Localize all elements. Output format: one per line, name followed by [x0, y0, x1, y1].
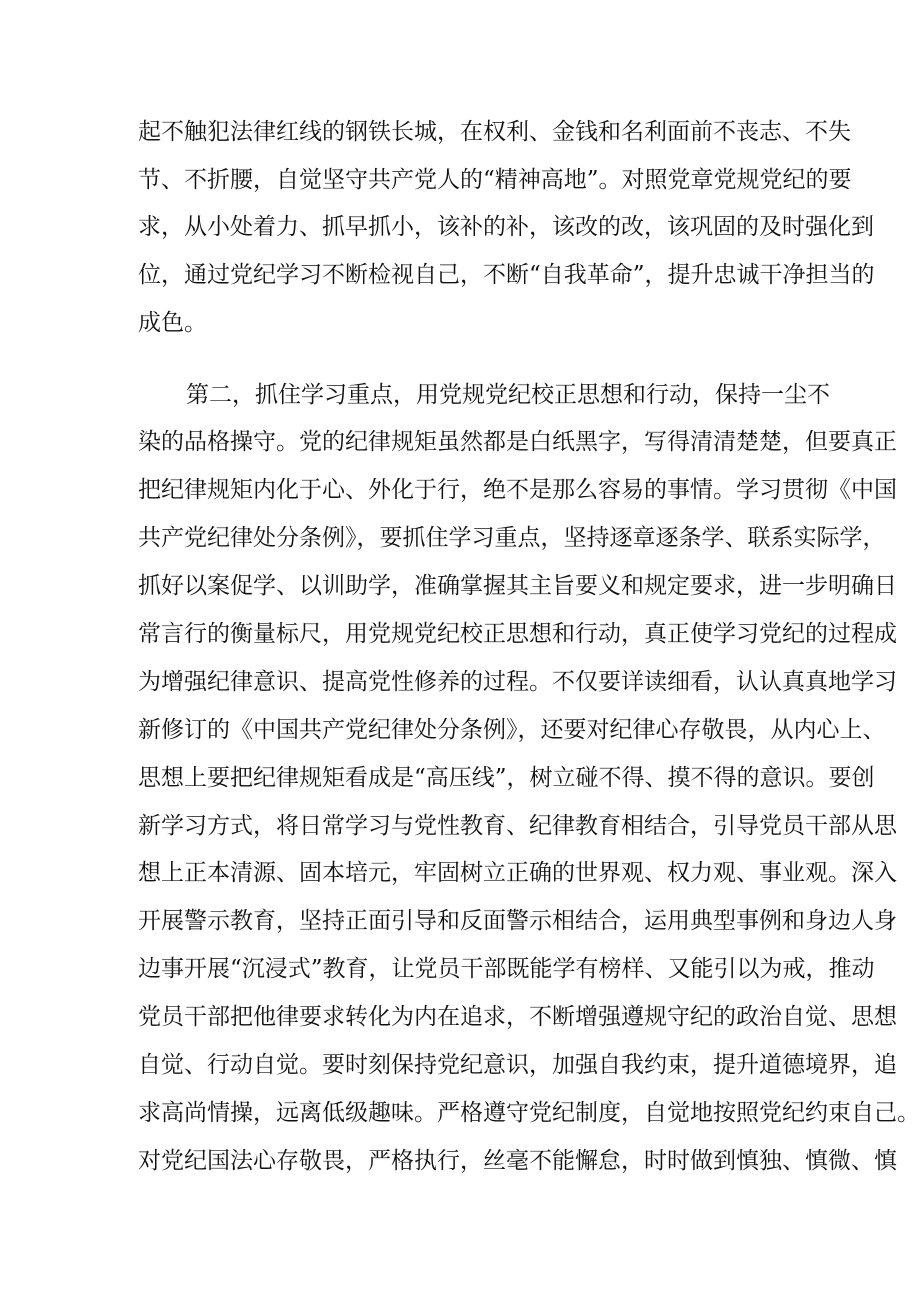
paragraph-line: 成色。 — [138, 310, 207, 336]
paragraph-line: 起不触犯法律红线的钢铁长城，在权利、金钱和名利面前不丧志、不失 — [138, 119, 851, 145]
paragraph-line: 为增强纪律意识、提高党性修养的过程。不仅要详读细看，认认真真地学习 — [138, 669, 897, 695]
paragraph-line: 思想上要把纪律规矩看成是“高压线”，树立碰不得、摸不得的意识。要创 — [138, 765, 875, 791]
paragraph-line: 自觉、行动自觉。要时刻保持党纪意识，加强自我约束，提升道德境界，追 — [138, 1052, 897, 1078]
paragraph-line: 求高尚情操，远离低级趣味。严格遵守党纪制度，自觉地按照党纪约束自己。 — [138, 1100, 920, 1126]
paragraph-line: 位，通过党纪学习不断检视自己，不断“自我革命”，提升忠诚干净担当的 — [138, 262, 875, 288]
paragraph-line: 想上正本清源、固本培元，牢固树立正确的世界观、权力观、事业观。深入 — [138, 860, 897, 886]
paragraph-line: 抓好以案促学、以训助学，准确掌握其主旨要义和规定要求，进一步明确日 — [138, 573, 897, 599]
paragraph-line: 把纪律规矩内化于心、外化于行，绝不是那么容易的事情。学习贯彻《中国 — [138, 477, 897, 503]
paragraph-line: 节、不折腰，自觉坚守共产党人的“精神高地”。对照党章党规党纪的要 — [138, 167, 852, 193]
paragraph-line: 对党纪国法心存敬畏，严格执行，丝毫不能懈怠，时时做到慎独、慎微、慎 — [138, 1148, 897, 1174]
paragraph-line: 边事开展“沉浸式”教育，让党员干部既能学有榜样、又能引以为戒，推动 — [138, 956, 875, 982]
paragraph-line: 新学习方式，将日常学习与党性教育、纪律教育相结合，引导党员干部从思 — [138, 813, 897, 839]
paragraph-line: 常言行的衡量标尺，用党规党纪校正思想和行动，真正使学习党纪的过程成 — [138, 621, 897, 647]
paragraph-line: 新修订的《中国共产党纪律处分条例》，还要对纪律心存敬畏，从内心上、 — [138, 717, 886, 743]
paragraph-line: 共产党纪律处分条例》，要抓住学习重点，坚持逐章逐条学、联系实际学， — [138, 525, 886, 551]
paragraph-line: 求，从小处着力、抓早抓小，该补的补，该改的改，该巩固的及时强化到 — [138, 214, 874, 240]
paragraph-line: 第二，抓住学习重点，用党规党纪校正思想和行动，保持一尘不 — [186, 382, 830, 408]
paragraph-line: 开展警示教育，坚持正面引导和反面警示相结合，运用典型事例和身边人身 — [138, 908, 897, 934]
paragraph-line: 党员干部把他律要求转化为内在追求，不断增强遵规守纪的政治自觉、思想 — [138, 1004, 897, 1030]
paragraph-line: 染的品格操守。党的纪律规矩虽然都是白纸黑字，写得清清楚楚，但要真正 — [138, 429, 897, 455]
